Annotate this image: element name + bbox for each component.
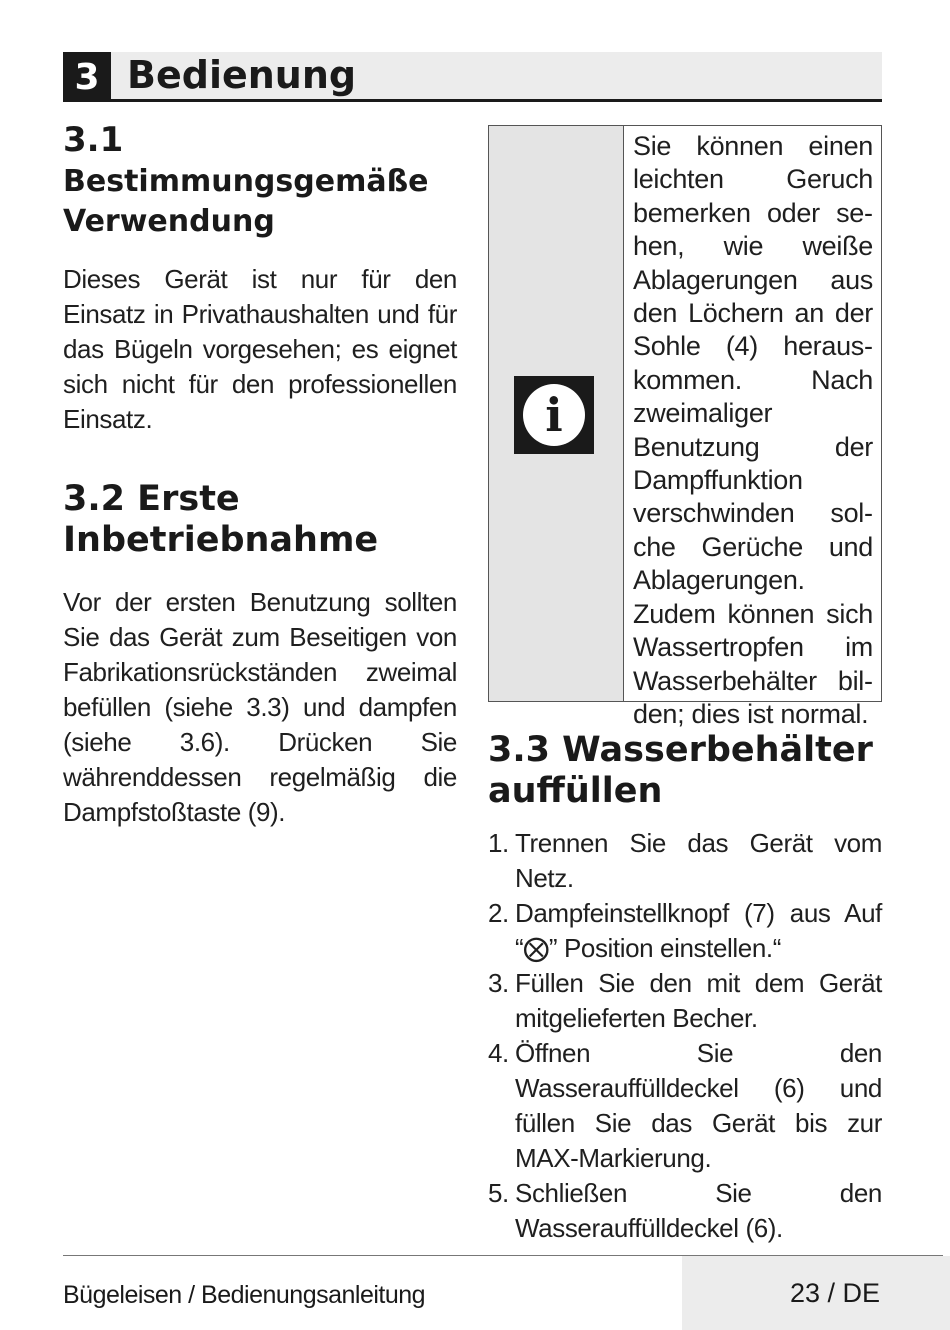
- footer-page-number: 23 / DE: [789, 1278, 880, 1308]
- step-number: 3.: [488, 968, 509, 998]
- section-3-2-title-line2: Inbetriebnahme: [63, 520, 379, 560]
- step-number: 2.: [488, 898, 509, 928]
- chapter-header: [63, 52, 882, 102]
- step-text: Öffnen Sie den Wasserauffülldeckel (6) und füllen Sie das Gerät bis zur MAX-Markierung.: [515, 1038, 882, 1173]
- step-text: Dampfeinstellknopf (7) aus Auf “⨂” Position einstellen.“: [515, 898, 882, 963]
- section-3-1-body: Dieses Gerät ist nur für den Einsatz in Privathaushalten und für das Bügeln vorgesehen; es eignet sich nicht für den professionellen Einsatz.: [63, 264, 457, 434]
- section-3-3-steps: [488, 826, 882, 1246]
- section-3-1-title-line1: Bestimmungsgemäße: [63, 164, 429, 199]
- section-3-1-title-line2: Verwendung: [63, 204, 275, 239]
- chapter-number: 3: [63, 52, 111, 99]
- step-text: Schließen Sie den Wasserauffülldeckel (6).: [515, 1178, 882, 1243]
- step-number: 4.: [488, 1038, 509, 1068]
- list-item: [488, 826, 882, 896]
- chapter-title: Bedienung: [127, 53, 357, 97]
- section-3-1-title: [63, 162, 457, 242]
- section-3-1-number: 3.1: [63, 120, 124, 160]
- section-3-3-title-line1: 3.3 Wasserbehälter: [488, 730, 873, 770]
- info-box-sidebar: [489, 126, 624, 701]
- step-number: 5.: [488, 1178, 509, 1208]
- info-icon: [514, 376, 594, 454]
- right-column: [488, 125, 882, 1246]
- section-3-2-title-line1: 3.2 Erste: [63, 479, 240, 519]
- list-item: [488, 896, 882, 966]
- list-item: [488, 966, 882, 1036]
- section-3-3-title-line2: auffüllen: [488, 771, 663, 811]
- footer-document-title: Bügeleisen / Bedienungsanleitung: [63, 1281, 426, 1309]
- left-column: [63, 118, 457, 830]
- info-box: [488, 125, 882, 729]
- section-3-2-title: [63, 479, 457, 561]
- list-item: [488, 1036, 882, 1176]
- section-3-3-title: [488, 730, 882, 812]
- step-text: Trennen Sie das Gerät vom Netz.: [515, 828, 882, 893]
- list-item: [488, 1176, 882, 1246]
- step-text: Füllen Sie den mit dem Gerät mitgelieferten Becher.: [515, 968, 882, 1033]
- info-icon-glyph: i: [523, 384, 585, 446]
- info-box-text: Sie können einen leichten Geruch bemerken oder sehen, wie weiße Ablagerungen aus den Löchern an der Sohle (4) herauskommen. Nach zweimaliger Benutzung der Dampffunktion verschwinden solche Gerüche und Ablagerungen. Zudem können sich Wassertropfen im Wasserbehälter bilden; dies ist normal.: [633, 131, 873, 729]
- step-number: 1.: [488, 828, 509, 858]
- section-3-2-body: Vor der ersten Benutzung sollten Sie das Gerät zum Beseitigen von Fabrikationsrückständen zweimal befüllen (siehe 3.3) und dampfen (siehe 3.6). Drücken Sie währenddessen regelmäßig die Dampfstoßtaste (9).: [63, 587, 457, 827]
